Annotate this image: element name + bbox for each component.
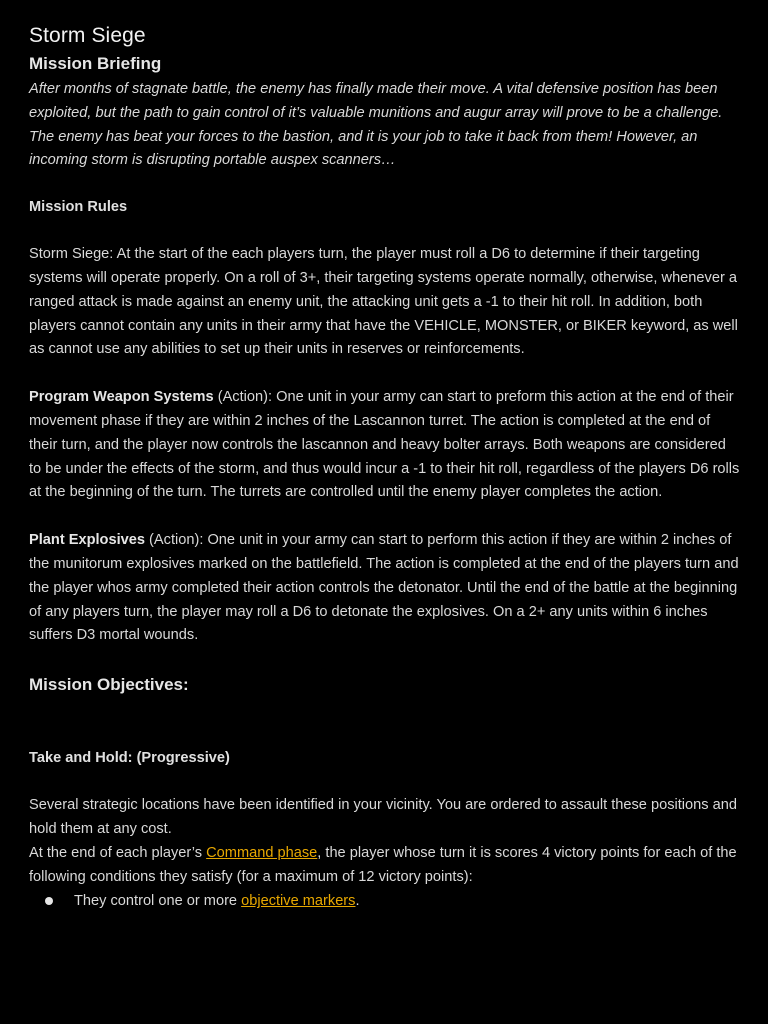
take-and-hold-intro: Several strategic locations have been identified in your vicinity. You are ordered to assault these positions and hold them at any cost. [29, 797, 737, 837]
storm-siege-rule: Storm Siege: At the start of the each players turn, the player must roll a D6 to determine if their targeting systems will operate properly. On a roll of 3+, their targeting systems operate normally, otherwise, whenever a ranged attack is made against an enemy unit, the attacking unit gets a -1 to their hit roll. In addition, both players cannot contain any units in their army that have the VEHICLE, MONSTER, or BIKER keyword, as well as cannot use any abilities to set up their units in reserves or reinforcements. [29, 246, 738, 358]
program-weapon-text: (Action): One unit in your army can start to preform this action at the end of their movement phase if they are within 2 inches of the Lascannon turret. The action is completed at the end of their turn, and the player now controls the lascannon and heavy bolter arrays. Both weapons are considered to be under the effects of the storm, and thus would incur a -1 to their hit roll, regardless of the players D6 rolls at the beginning of the turn. The turrets are controlled until the enemy player completes the action. [29, 389, 740, 501]
take-and-hold-heading: Take and Hold: (Progressive) [29, 750, 230, 767]
condition-prefix: At the end of each player’s [29, 844, 207, 861]
plant-explosives-name: Plant Explosives [29, 532, 145, 549]
rules-heading: Mission Rules [29, 199, 128, 216]
plant-explosives-rule [29, 529, 741, 648]
list-item [29, 889, 741, 913]
objective-markers-link[interactable]: objective markers [241, 893, 356, 910]
command-phase-link[interactable]: Command phase [206, 844, 318, 861]
page-title: Storm Siege [29, 24, 146, 47]
program-weapon-name: Program Weapon Systems [29, 389, 214, 406]
bullet-suffix: . [355, 893, 360, 910]
condition-suffix: , the player whose turn it is scores 4 victory points for each of the following conditions they satisfy (for a maximum of 12 victory points): [29, 844, 737, 885]
program-weapon-rule [29, 386, 741, 505]
briefing-heading: Mission Briefing [29, 54, 162, 73]
objectives-heading: Mission Objectives: [29, 675, 189, 695]
briefing-text: After months of stagnate battle, the enemy has finally made their move. A vital defensive position has been exploited, but the path to gain control of it’s valuable munitions and augur array will prove to be a challenge. The enemy has beat your forces to the bastion, and it is your job to take it back from them! However, an incoming storm is disrupting portable auspex scanners… [29, 81, 723, 169]
conditions-list [29, 889, 741, 913]
plant-explosives-text: (Action): One unit in your army can start to perform this action if they are within 2 inches of the munitorum explosives marked on the battlefield. The action is completed at the end of the players turn and the player whos army completed their action controls the detonator. Until the end of the battle at the beginning of any players turn, the player may roll a D6 to detonate the explosives. On a 2+ any units within 6 inches suffers D3 mortal wounds. [29, 532, 739, 644]
take-and-hold-condition [29, 842, 741, 890]
bullet-prefix: They control one or more [74, 893, 242, 910]
bullet-icon [45, 897, 53, 905]
document [29, 22, 741, 913]
